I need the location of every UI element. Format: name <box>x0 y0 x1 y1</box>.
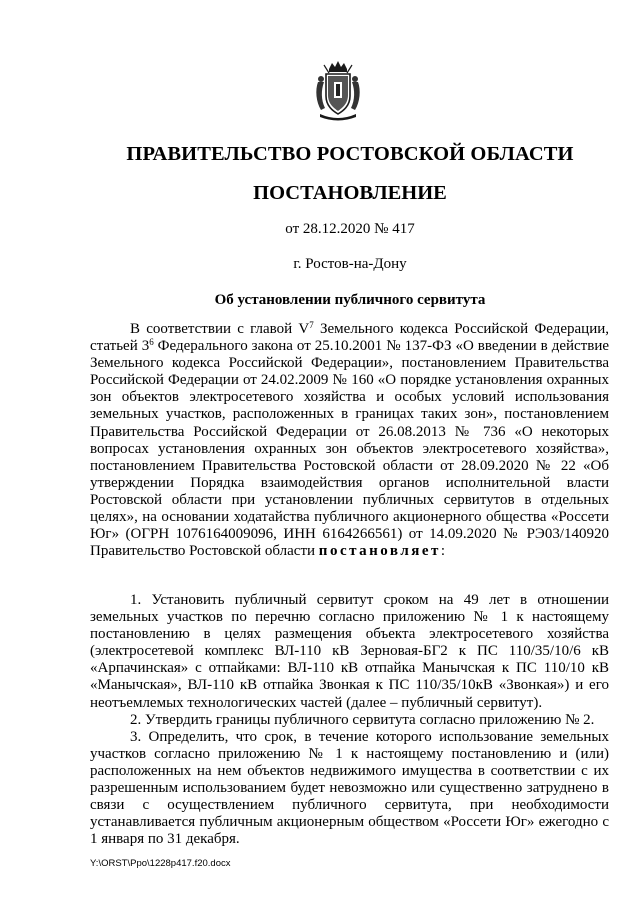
chapter-superscript: 7 <box>309 320 314 330</box>
coat-of-arms-graphic <box>312 60 364 122</box>
document-type: ПОСТАНОВЛЕНИЕ <box>253 182 447 204</box>
preamble-text-c: Федерального закона от 25.10.2001 № 137-ФЗ «О введении в действие Земельного кодекса Российской Федерации», постановлением Правительства Российской Федерации от 24.02.2009 № 160 «О порядке установления охранных зон объектов электросетевого хозяйства и особых условий использования земельных участков, расположенных в границах таких зон», постановлением Правительства Российской Федерации от 26.08.2013 № 736 «О некоторых вопросах установления охранных зон объектов электросетевого хозяйства», постановлением Правительства Ростовской области от 28.09.2020 № 22 «Об утверждении Порядка взаимодействия органов исполнительной власти Ростовской области при установлении публичных сервитутов в отдельных целях», на основании ходатайства публичного акционерного общества «Россети Юг» (ОГРН 1076164009096, ИНН 6164266561) от 14.09.2020 № РЭ03/140920 Правительство Ростовской области <box>90 338 610 560</box>
article-superscript: 6 <box>149 337 154 348</box>
decree-item-2: 2. Утвердить границы публичного сервитута согласно приложению № 2. <box>130 711 595 728</box>
preamble-text-b: Земельного кодекса Российской Федерации, статьей 3 <box>90 321 609 355</box>
decree-items <box>90 592 609 848</box>
decree-item-3: 3. Определить, что срок, в течение которого использование земельных участков согласно приложению № 1 к настоящему постановлению и (или) расположенных на нем объектов недвижимого имущества в соответствии с их разрешенным использованием будет невозможно или существенно затруднено в связи с осуществлением публичного сервитута, при необходимости устанавливается публичным акционерным обществом «Россети Юг» ежегодно с 1 января по 31 декабря. <box>90 728 609 848</box>
coat-of-arms-icon <box>312 60 364 122</box>
decree-item-1: 1. Установить публичный сервитут сроком на 49 лет в отношении земельных участков по перечню согласно приложению № 1 к настоящему постановлению в целях размещения объекта электросетевого хозяйства (электросетевой комплекс ВЛ-110 кВ Зерновая-БГ2 к ПС 110/35/10/6 кВ «Арпачинская» с отпайками: ВЛ-110 кВ отпайка Манычская к ПС 110/10 кВ «Манычская», ВЛ-110 кВ отпайка Звонкая к ПС 110/35/10кВ «Звонкая») и его неотъемлемых технологических частей (далее – публичный сервитут). <box>90 592 609 711</box>
document-title: Об установлении публичного сервитута <box>214 292 486 308</box>
file-path-footer: Y:\ORST\Ppo\1228p417.f20.docx <box>90 858 231 869</box>
organization-name: ПРАВИТЕЛЬСТВО РОСТОВСКОЙ ОБЛАСТИ <box>126 143 574 165</box>
city: г. Ростов-на-Дону <box>293 256 407 272</box>
preamble-paragraph <box>90 321 609 560</box>
preamble-text-a: В соответствии с главой V <box>130 321 310 337</box>
date-number: от 28.12.2020 № 417 <box>285 221 415 237</box>
decree-colon: : <box>440 543 446 560</box>
decree-word: постановляет <box>318 543 441 560</box>
preamble <box>90 321 609 560</box>
